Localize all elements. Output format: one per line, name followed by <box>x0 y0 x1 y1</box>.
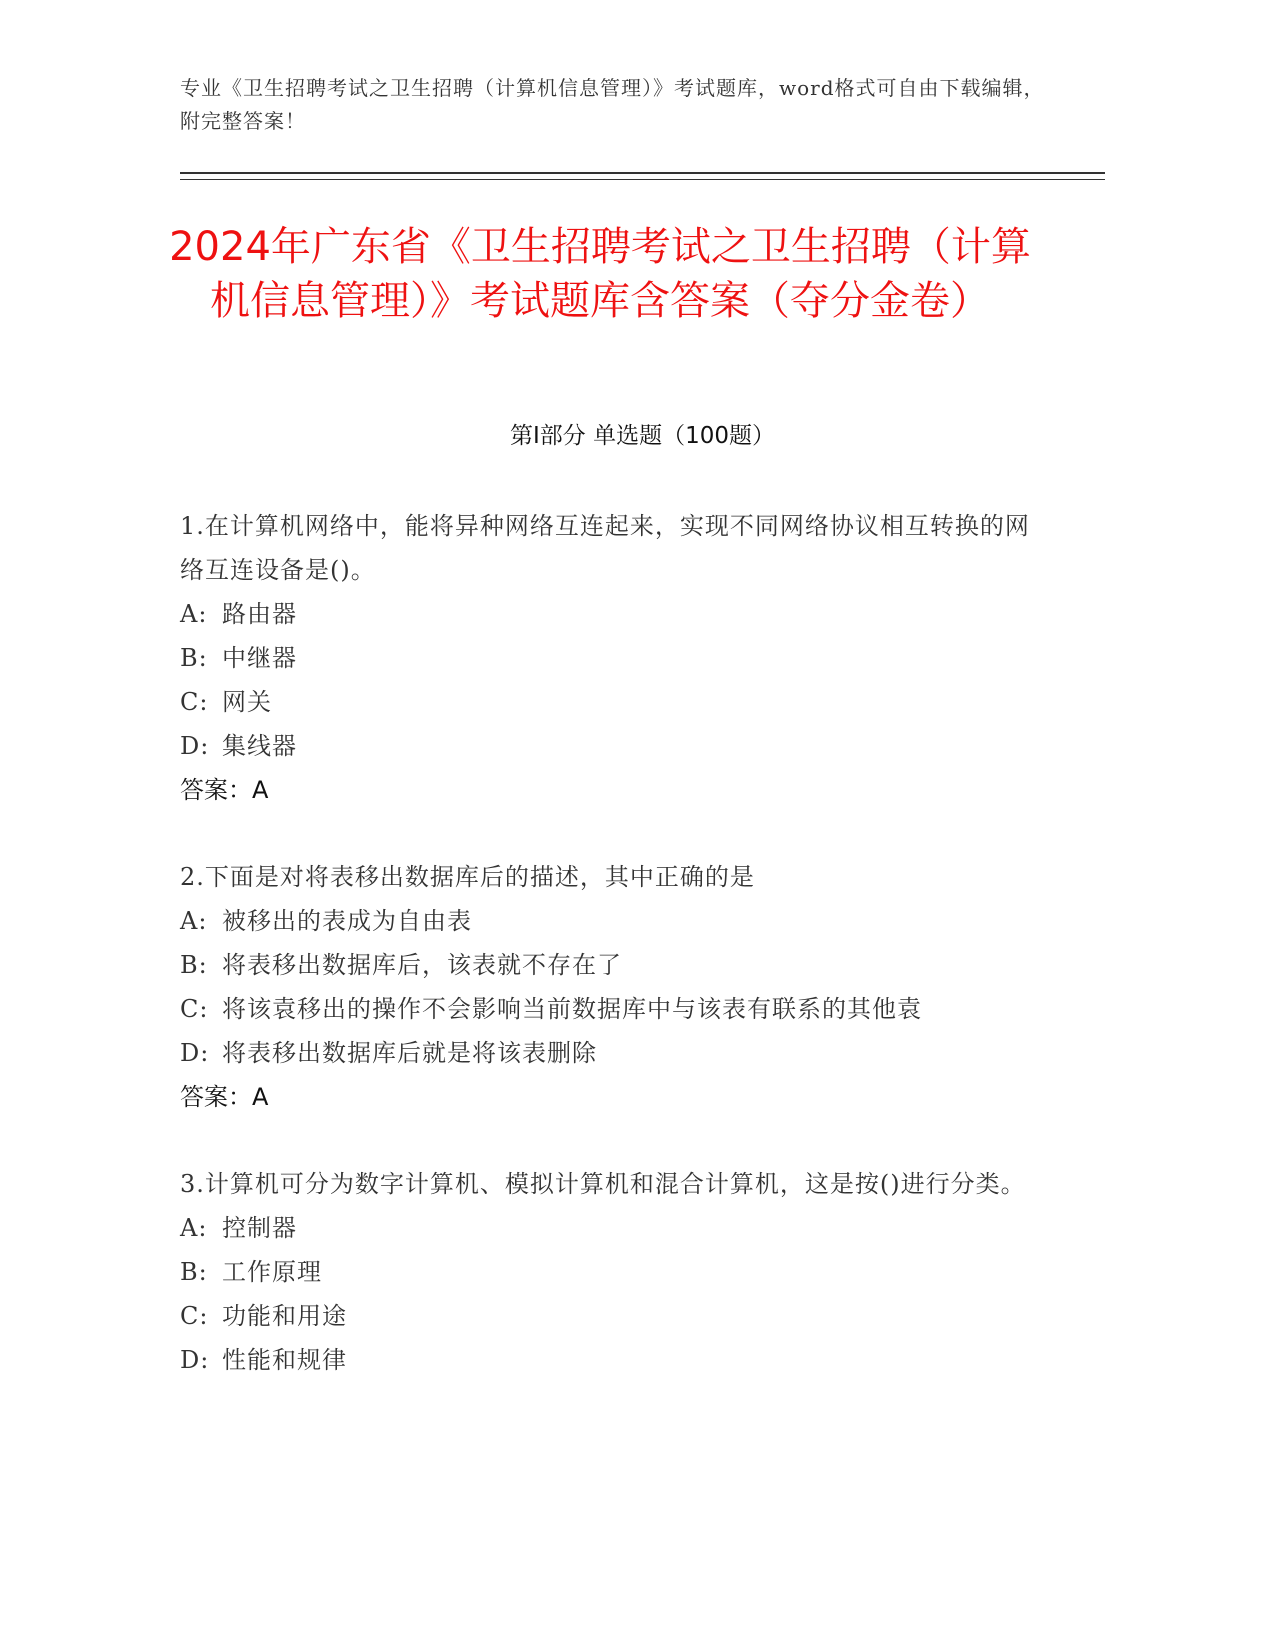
option-a <box>180 899 1030 943</box>
option-text: 网关 <box>222 688 272 716</box>
option-d <box>180 1031 1030 1075</box>
option-letter: B: <box>180 644 208 672</box>
option-text: 路由器 <box>222 600 297 628</box>
option-b <box>180 636 1030 680</box>
option-c <box>180 1294 1030 1338</box>
option-letter: B: <box>180 1258 208 1286</box>
header-divider-thick <box>180 172 1105 174</box>
answer-line: 答案：A <box>180 1083 269 1111</box>
option-b <box>180 943 1030 987</box>
question-1 <box>180 504 1030 812</box>
question-list <box>180 504 1030 1425</box>
option-text: 工作原理 <box>222 1258 322 1286</box>
option-d <box>180 724 1030 768</box>
option-letter: C: <box>180 688 209 716</box>
question-stem: 2.下面是对将表移出数据库后的描述，其中正确的是 <box>180 863 755 891</box>
option-letter: A: <box>180 600 208 628</box>
document-title: 2024年广东省《卫生招聘考试之卫生招聘（计算机信息管理）》考试题库含答案（夺分金卷） <box>169 224 1031 324</box>
option-text: 集线器 <box>222 732 297 760</box>
question-2 <box>180 855 1030 1119</box>
option-letter: A: <box>180 907 208 935</box>
option-text: 功能和用途 <box>222 1302 347 1330</box>
header-divider-thin <box>180 179 1105 180</box>
option-letter: D: <box>180 1039 210 1067</box>
option-c <box>180 987 1030 1031</box>
question-3 <box>180 1162 1030 1382</box>
section-title: 第Ⅰ部分 单选题（100题） <box>510 423 775 449</box>
option-c <box>180 680 1030 724</box>
option-text: 控制器 <box>222 1214 297 1242</box>
option-letter: A: <box>180 1214 208 1242</box>
option-text: 中继器 <box>222 644 297 672</box>
option-text: 性能和规律 <box>222 1346 347 1374</box>
header-note: 专业《卫生招聘考试之卫生招聘（计算机信息管理）》考试题库，word格式可自由下载编辑，附完整答案！ <box>180 76 1045 133</box>
option-b <box>180 1250 1030 1294</box>
option-text: 被移出的表成为自由表 <box>222 907 472 935</box>
question-stem: 1.在计算机网络中，能将异种网络互连起来，实现不同网络协议相互转换的网络互连设备是()。 <box>180 512 1030 584</box>
option-d <box>180 1338 1030 1382</box>
option-a <box>180 1206 1030 1250</box>
option-letter: C: <box>180 995 209 1023</box>
option-letter: C: <box>180 1302 209 1330</box>
option-letter: D: <box>180 732 210 760</box>
option-text: 将表移出数据库后，该表就不存在了 <box>222 951 622 979</box>
option-a <box>180 592 1030 636</box>
option-letter: D: <box>180 1346 210 1374</box>
answer-line: 答案：A <box>180 776 269 804</box>
option-text: 将表移出数据库后就是将该表删除 <box>222 1039 597 1067</box>
question-stem: 3.计算机可分为数字计算机、模拟计算机和混合计算机，这是按()进行分类。 <box>180 1170 1026 1198</box>
option-letter: B: <box>180 951 208 979</box>
option-text: 将该袁移出的操作不会影响当前数据库中与该表有联系的其他袁 <box>222 995 922 1023</box>
